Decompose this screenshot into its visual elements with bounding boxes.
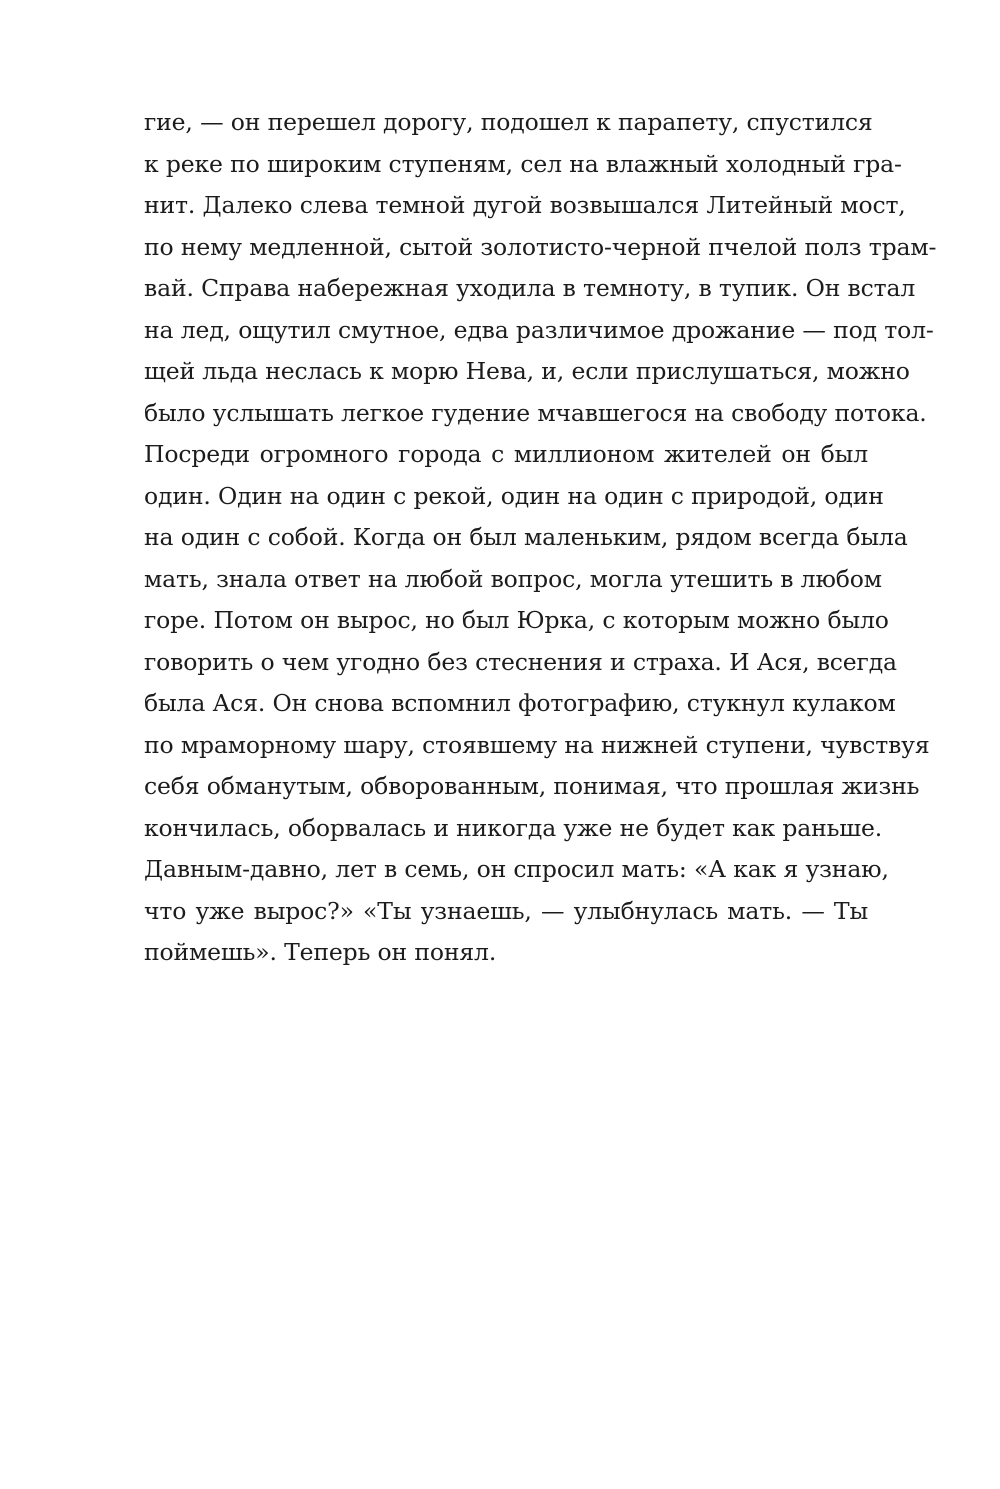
body-text bbox=[144, 102, 937, 974]
text-line: на один с собой. Когда он был маленьким, рядом всегда была bbox=[144, 523, 908, 551]
text-line: мать, знала ответ на любой вопрос, могла утешить в любом bbox=[144, 564, 882, 593]
text-line: гие, — он перешел дорогу, подошел к парапету, спустился bbox=[144, 108, 873, 136]
text-line: что уже вырос?» «Ты узнаешь, — улыбнулась мать. — Ты bbox=[144, 896, 868, 925]
text-line: щей льда неслась к морю Нева, и, если прислушаться, можно bbox=[144, 357, 910, 385]
text-line: к реке по широким ступеням, сел на влажный холодный гра- bbox=[144, 149, 902, 178]
text-line: было услышать легкое гудение мчавшегося на свободу потока. bbox=[144, 398, 927, 427]
text-line: была Ася. Он снова вспомнил фотографию, стукнул кулаком bbox=[144, 689, 896, 717]
text-line: нит. Далеко слева темной дугой возвышался Литейный мост, bbox=[144, 191, 906, 219]
text-line: себя обманутым, обворованным, понимая, что прошлая жизнь bbox=[144, 772, 920, 800]
text-line: вай. Справа набережная уходила в темноту, в тупик. Он встал bbox=[144, 274, 916, 302]
text-line: по нему медленной, сытой золотисто-черной пчелой полз трам- bbox=[144, 232, 937, 261]
text-line: по мраморному шару, стоявшему на нижней ступени, чувствуя bbox=[144, 730, 930, 759]
text-line: Давным-давно, лет в семь, он спросил мать: «А как я узнаю, bbox=[144, 855, 889, 883]
text-line: Посреди огромного города с миллионом жителей он был bbox=[144, 440, 868, 468]
text-line: кончилась, оборвалась и никогда уже не будет как раньше. bbox=[144, 813, 883, 842]
text-line: горе. Потом он вырос, но был Юрка, с которым можно было bbox=[144, 606, 889, 634]
text-line: на лед, ощутил смутное, едва различимое дрожание — под тол- bbox=[144, 315, 934, 344]
text-line: говорить о чем угодно без стеснения и страха. И Ася, всегда bbox=[144, 647, 897, 676]
text-line-last: поймешь». Теперь он понял. bbox=[144, 938, 497, 966]
text-line: один. Один на один с рекой, один на один с природой, один bbox=[144, 481, 884, 510]
